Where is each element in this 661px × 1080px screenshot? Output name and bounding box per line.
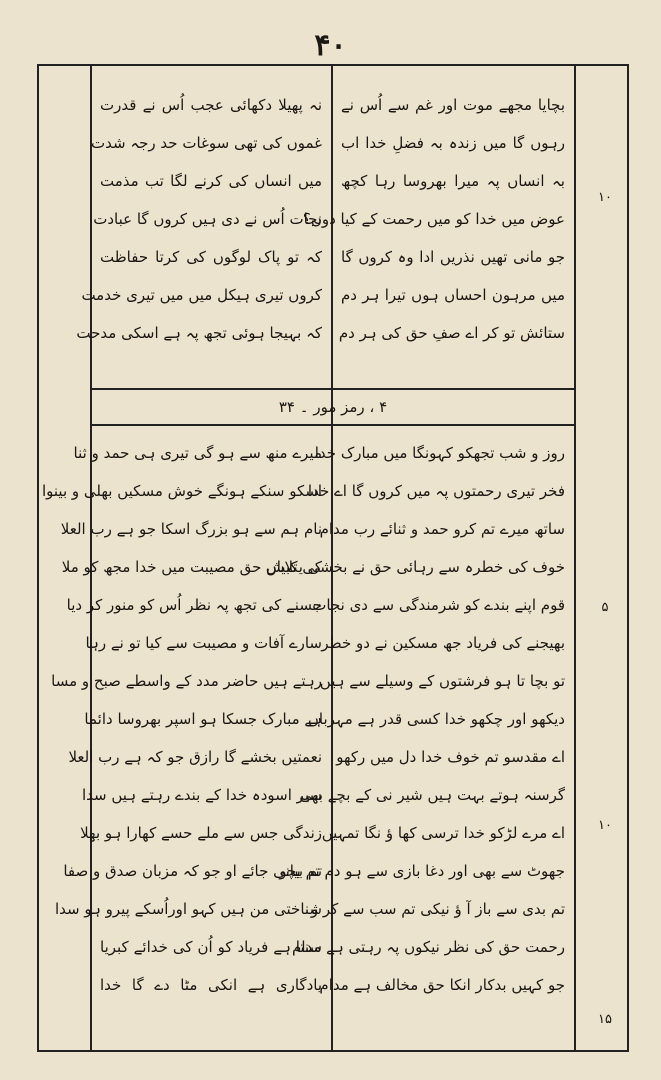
verse-line: بچایا مجھے موت اور غم سے اُس نے — [341, 96, 565, 114]
verse-line: میں انساں کی کرنے لگا تب مذمت — [100, 172, 322, 190]
section-rule-bottom — [90, 424, 576, 426]
verse-line: بھیجنے کی فریاد جھ مسکین نے دو خطر — [321, 634, 565, 652]
line-number: ۱۵ — [598, 1012, 612, 1027]
verse-line: خوف کی خطرہ سے رہائی حق نے بخشی یکبیاں — [265, 558, 565, 576]
verse-line: سنتا ہے فریاد کو اُن کی خدائے کبریا — [100, 938, 322, 956]
verse-line: بہ انساں پہ میرا بھروسا رہا کچھ — [341, 172, 565, 190]
verse-line: رہوں گا میں زندہ بہ فضلِ خدا اب — [341, 134, 565, 152]
verse-line: ساتھ میرے تم کرو حمد و ثنائے رب مدام — [319, 520, 565, 538]
verse-line: نجات اُس نے دی ہیں کروں گا عبادت — [93, 210, 322, 228]
verse-line: یادگاری ہے انکی مٹا دے گا خدا — [100, 976, 322, 994]
verse-line: ہے مبارک جسکا ہو اسپر بھروسا دائما — [84, 710, 322, 728]
verse-line: جو مانی تھیں نذریں ادا وہ کروں گا — [341, 248, 565, 266]
verse-line: دیکھو اور چکھو خدا کسی قدر ہے مہرباں — [307, 710, 565, 728]
margin-rule-right — [574, 66, 576, 1050]
verse-line: رحمت حق کی نظر نیکوں پہ رہتی ہے مدام — [292, 938, 565, 956]
verse-line: جسنے کی تجھ پہ نظر اُس کو منور کر دیا — [66, 596, 322, 614]
verse-line: نہ پھیلا دکھائی عجب اُس نے قدرت — [100, 96, 322, 114]
verse-line: کہ تو پاک لوگوں کی کرتا حفاظت — [100, 248, 322, 266]
verse-line: تو بچا تا ہو فرشتوں کے وسیلے سے ہیں — [319, 672, 565, 690]
lower-left-column — [41, 434, 322, 1004]
verse-line: ستائش تو کر اے صفِ حق کی ہر دم — [338, 324, 565, 342]
verse-line: غموں کی تھی سوغات حد رجہ شدت — [91, 134, 322, 152]
section-heading: ۴ ، رمز مور ۔ ۳۴ — [278, 398, 388, 416]
line-number: ۵ — [601, 600, 609, 615]
verse-line: جھوٹ سے بھی اور دغا بازی سے ہو دم تم بچو — [279, 862, 565, 880]
lower-right-column — [265, 434, 565, 1004]
verse-line: قوم اپنے بندے کو شرمندگی سے دی نجات — [312, 596, 565, 614]
upper-right-column — [302, 86, 565, 352]
verse-line: اسکو سنکے ہونگے خوش مسکیں بھلی و بینوا — [41, 482, 322, 500]
verse-line: نام ہم سے ہو بزرگ اسکا جو ہے رب العلا — [60, 520, 322, 538]
verse-line: گرسنہ ہوتے بہت ہیں شیر نی کے بچے بھی — [299, 786, 565, 804]
verse-line: جو کہیں بدکار انکا حق مخالف ہے مدام — [319, 976, 565, 994]
verse-line: عوض میں خدا کو میں رحمت کے کیا دوں؟ — [302, 210, 565, 228]
verse-line: نعمتیں بخشے گا رازق جو کہ ہے رب العلا — [68, 748, 322, 766]
verse-line: فخر تیری رحمتوں پہ میں کروں گا اے خدا — [307, 482, 565, 500]
upper-left-column — [76, 86, 322, 352]
page-number: ۴۰ — [314, 28, 347, 63]
verse-line: کی تلاش حق مصیبت میں خدا مجھ کو ملا — [61, 558, 322, 576]
verse-line: زندگی جس سے ملے حسے کھارا ہو بھلا — [80, 824, 322, 842]
verse-line: سیر اسودہ خدا کے بندے رہتے ہیں سدا — [82, 786, 322, 804]
verse-line: میں مرہون احساں ہوں تیرا ہر دم — [341, 286, 565, 304]
line-number: ۱۰ — [598, 818, 612, 833]
verse-line: اے مرے لڑکو خدا ترسی کھا ؤ نگا تمہیں — [321, 824, 565, 842]
verse-line: کہ بہیجا ہوئی تجھ پہ ہے اسکی مدحت — [76, 324, 322, 342]
verse-line: میرے منھ سے ہو گی تیری ہی حمد و ثنا — [73, 444, 322, 462]
verse-line: سارے آفات و مصیبت سے کیا تو نے رہا — [85, 634, 322, 652]
verse-line: شناختی من ہیں کہو اوراُسکے پیرو ہو سدا — [54, 900, 322, 918]
verse-line: اے مقدسو تم خوف خدا دل میں رکھو — [336, 748, 565, 766]
line-number: ۱۰ — [598, 190, 612, 205]
verse-line: تم بیانی جائے او جو کہ مزبان صدق و صفا — [63, 862, 322, 880]
verse-line: رہتے ہیں حاضر مدد کے واسطے صبح و مسا — [51, 672, 322, 690]
verse-line: کروں تیری ہیکل میں میں تیری خدمت — [81, 286, 322, 304]
text-frame — [37, 64, 629, 1052]
verse-line: تم بدی سے باز آ ؤ نیکی تم سب سے کر و — [310, 900, 565, 918]
verse-line: روز و شب تجھکو کہونگا میں مبارک خدا — [314, 444, 565, 462]
